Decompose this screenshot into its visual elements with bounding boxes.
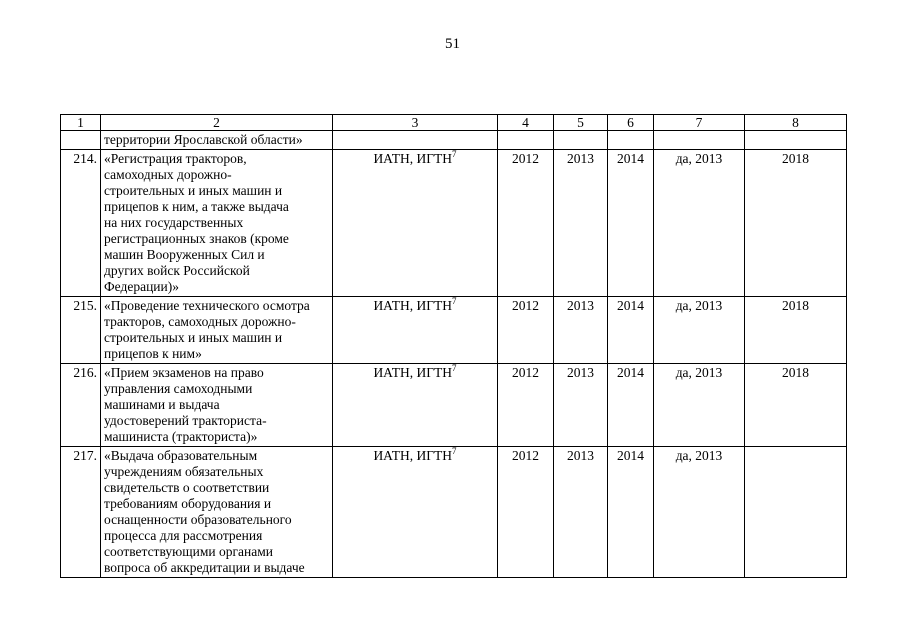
service-name-line: соответствующими органами [104, 544, 273, 559]
service-name-line: «Прием экзаменов на право [104, 365, 264, 380]
service-name-line: процесса для рассмотрения [104, 528, 263, 543]
col-5-value: 2013 [554, 447, 608, 578]
service-name-line: «Регистрация тракторов, [104, 151, 247, 166]
column-header: 8 [745, 115, 847, 131]
service-name-line: «Проведение технического осмотра [104, 298, 310, 313]
row-number: 216. [61, 364, 101, 447]
col-5-value: 2013 [554, 150, 608, 297]
col-4-value: 2012 [498, 297, 554, 364]
service-name-line: «Выдача образовательным [104, 448, 258, 463]
column-header: 5 [554, 115, 608, 131]
table-row [61, 447, 847, 578]
col-6-value: 2014 [608, 150, 654, 297]
organs-text: ИАТН, ИГТН [373, 448, 453, 463]
col-6-value: 2014 [608, 297, 654, 364]
responsible-organs [333, 150, 498, 297]
service-name-line: вопроса об аккредитации и выдаче [104, 560, 305, 575]
continuation-text: территории Ярославской области» [101, 131, 333, 150]
col-7-value: да, 2013 [654, 297, 745, 364]
col-4-value: 2012 [498, 150, 554, 297]
column-header: 4 [498, 115, 554, 131]
service-name [101, 297, 333, 364]
service-name-line: прицепов к ним, а также выдача [104, 199, 289, 214]
service-name-line: регистрационных знаков (кроме [104, 231, 289, 246]
table-row [61, 150, 847, 297]
footnote-mark: 7 [452, 148, 457, 159]
service-name-line: Федерации)» [104, 279, 180, 294]
column-header: 7 [654, 115, 745, 131]
col-6-value: 2014 [608, 364, 654, 447]
service-name-line: свидетельств о соответствии [104, 480, 270, 495]
service-name-line: других войск Российской [104, 263, 250, 278]
footnote-mark: 7 [452, 445, 457, 456]
organs-text: ИАТН, ИГТН [373, 298, 453, 313]
header-row [61, 115, 847, 131]
responsible-organs [333, 364, 498, 447]
col-8-value: 2018 [745, 150, 847, 297]
row-number: 215. [61, 297, 101, 364]
organs-text: ИАТН, ИГТН [373, 365, 453, 380]
service-name-line: оснащенности образовательного [104, 512, 292, 527]
col-5-value: 2013 [554, 297, 608, 364]
service-name-line: машинами и выдача [104, 397, 220, 412]
responsible-organs [333, 297, 498, 364]
service-name-line: строительных и иных машин и [104, 330, 283, 345]
column-header: 1 [61, 115, 101, 131]
page-number: 51 [445, 36, 460, 52]
responsible-organs [333, 447, 498, 578]
services-table [60, 114, 847, 578]
column-header: 2 [101, 115, 333, 131]
service-name-line: прицепов к ним» [104, 346, 202, 361]
footnote-mark: 7 [452, 362, 457, 373]
col-6-value: 2014 [608, 447, 654, 578]
col-7-value: да, 2013 [654, 150, 745, 297]
col-8-value: 2018 [745, 364, 847, 447]
service-name-line: машин Вооруженных Сил и [104, 247, 265, 262]
col-5-value: 2013 [554, 364, 608, 447]
service-name-line: требованиям оборудования и [104, 496, 272, 511]
service-name-line: управления самоходными [104, 381, 253, 396]
service-name [101, 447, 333, 578]
column-header: 3 [333, 115, 498, 131]
service-name-line: учреждениям обязательных [104, 464, 264, 479]
service-name-line: машиниста (тракториста)» [104, 429, 258, 444]
service-name-line: самоходных дорожно- [104, 167, 232, 182]
service-name-line: удостоверений тракториста- [104, 413, 267, 428]
table-row [61, 297, 847, 364]
col-4-value: 2012 [498, 447, 554, 578]
table-row [61, 364, 847, 447]
row-number: 214. [61, 150, 101, 297]
col-8-value [745, 447, 847, 578]
service-name-line: на них государственных [104, 215, 244, 230]
continuation-row [61, 131, 847, 150]
col-7-value: да, 2013 [654, 364, 745, 447]
service-name-line: строительных и иных машин и [104, 183, 283, 198]
col-4-value: 2012 [498, 364, 554, 447]
col-8-value: 2018 [745, 297, 847, 364]
footnote-mark: 7 [452, 295, 457, 306]
service-name [101, 150, 333, 297]
column-header: 6 [608, 115, 654, 131]
col-7-value: да, 2013 [654, 447, 745, 578]
service-name [101, 364, 333, 447]
service-name-line: тракторов, самоходных дорожно- [104, 314, 296, 329]
organs-text: ИАТН, ИГТН [373, 151, 453, 166]
row-number: 217. [61, 447, 101, 578]
